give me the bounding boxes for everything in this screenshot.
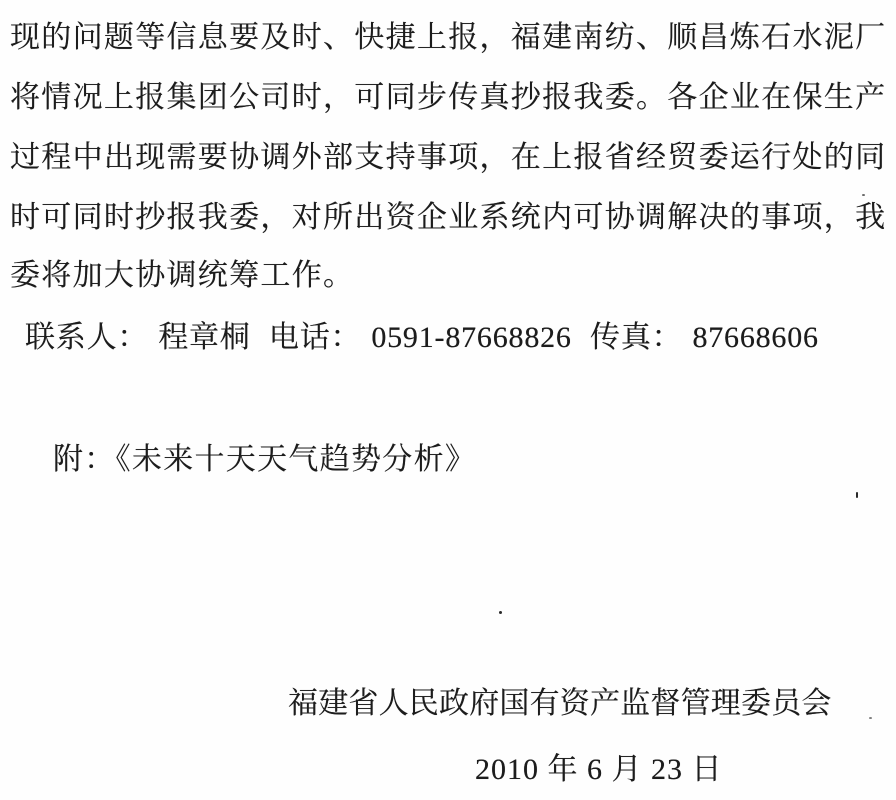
scan-speck bbox=[869, 717, 872, 719]
paragraph-line-4: 时可同时抄报我委，对所出资企业系统内可协调解决的事项，我 bbox=[10, 201, 887, 234]
contact-info-line bbox=[25, 318, 819, 358]
issue-date: 2010 年 6 月 23 日 bbox=[475, 753, 723, 786]
paragraph-line-3: 过程中出现需要协调外部支持事项，在上报省经贸委运行处的同 bbox=[10, 141, 887, 174]
scan-speck bbox=[862, 194, 865, 196]
fax-number: 87668606 bbox=[692, 321, 819, 354]
contact-name: 程章桐 bbox=[158, 321, 251, 354]
issuing-authority: 福建省人民政府国有资产监督管理委员会 bbox=[288, 687, 832, 720]
scan-speck bbox=[856, 492, 858, 498]
paragraph-line-1: 现的问题等信息要及时、快捷上报，福建南纺、顺昌炼石水泥厂 bbox=[10, 21, 887, 54]
fax-label: 传真： bbox=[590, 321, 683, 354]
paragraph-line-2: 将情况上报集团公司时，可同步传真抄报我委。各企业在保生产 bbox=[10, 81, 887, 114]
scan-speck bbox=[499, 611, 502, 614]
phone-number: 0591-87668826 bbox=[371, 321, 572, 354]
attachment-reference: 附：《未来十天天气趋势分析》 bbox=[53, 443, 477, 476]
phone-label: 电话： bbox=[268, 321, 362, 354]
contact-label: 联系人： bbox=[25, 321, 149, 354]
paragraph-line-5: 委将加大协调统筹工作。 bbox=[10, 259, 355, 292]
